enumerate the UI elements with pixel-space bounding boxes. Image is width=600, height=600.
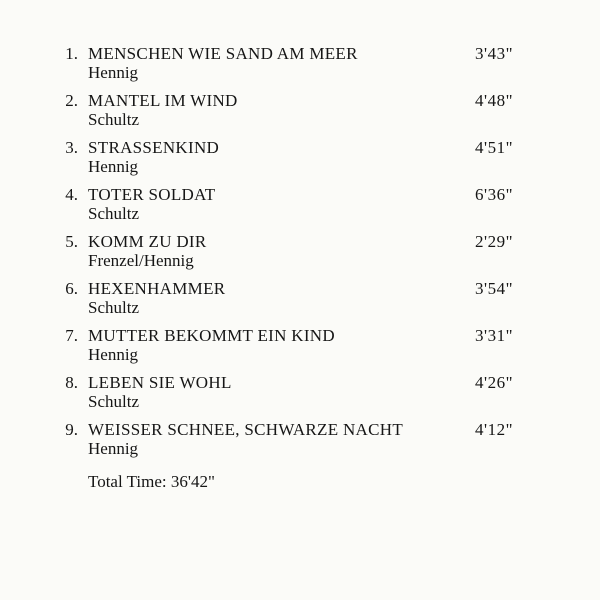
track-body (88, 232, 475, 270)
track-composer: Hennig (88, 63, 139, 82)
track-composer: Hennig (88, 439, 139, 458)
track-title: TOTER SOLDAT (88, 185, 216, 204)
track-body (88, 420, 475, 458)
track-composer: Hennig (88, 345, 139, 364)
track-body (88, 91, 475, 129)
track-duration: 2'29" (475, 232, 514, 251)
track-number: 3. (65, 138, 78, 157)
track-composer: Schultz (88, 110, 139, 129)
track-duration: 6'36" (475, 185, 514, 204)
track-duration: 4'48" (475, 91, 514, 110)
track-body (88, 279, 475, 317)
track-title: MENSCHEN WIE SAND AM MEER (88, 44, 358, 63)
track-number: 2. (65, 91, 78, 110)
track-composer: Frenzel/Hennig (88, 251, 194, 270)
track-row (40, 373, 560, 411)
track-number: 8. (65, 373, 78, 392)
track-number: 1. (65, 44, 78, 63)
track-title: WEISSER SCHNEE, SCHWARZE NACHT (88, 420, 404, 439)
track-row (40, 326, 560, 364)
track-duration: 4'12" (475, 420, 514, 439)
track-row (40, 44, 560, 82)
track-row (40, 91, 560, 129)
track-number: 9. (65, 420, 78, 439)
track-duration: 4'51" (475, 138, 514, 157)
track-row (40, 138, 560, 176)
track-title: MUTTER BEKOMMT EIN KIND (88, 326, 335, 345)
track-title: LEBEN SIE WOHL (88, 373, 232, 392)
track-row (40, 185, 560, 223)
track-body (88, 185, 475, 223)
track-title: HEXENHAMMER (88, 279, 226, 298)
track-duration: 3'43" (475, 44, 514, 63)
track-title: KOMM ZU DIR (88, 232, 207, 251)
track-body (88, 373, 475, 411)
track-row (40, 232, 560, 270)
track-title: STRASSENKIND (88, 138, 220, 157)
track-composer: Hennig (88, 157, 139, 176)
track-number: 6. (65, 279, 78, 298)
track-duration: 3'54" (475, 279, 514, 298)
track-duration: 3'31" (475, 326, 514, 345)
track-number: 7. (65, 326, 78, 345)
track-body (88, 44, 475, 82)
track-title: MANTEL IM WIND (88, 91, 238, 110)
track-number: 5. (65, 232, 78, 251)
track-composer: Schultz (88, 298, 139, 317)
track-composer: Schultz (88, 204, 139, 223)
track-row (40, 279, 560, 317)
track-composer: Schultz (88, 392, 139, 411)
track-duration: 4'26" (475, 373, 514, 392)
track-number: 4. (65, 185, 78, 204)
track-row (40, 420, 560, 458)
track-body (88, 138, 475, 176)
track-body (88, 326, 475, 364)
total-time: Total Time: 36'42" (88, 472, 215, 491)
